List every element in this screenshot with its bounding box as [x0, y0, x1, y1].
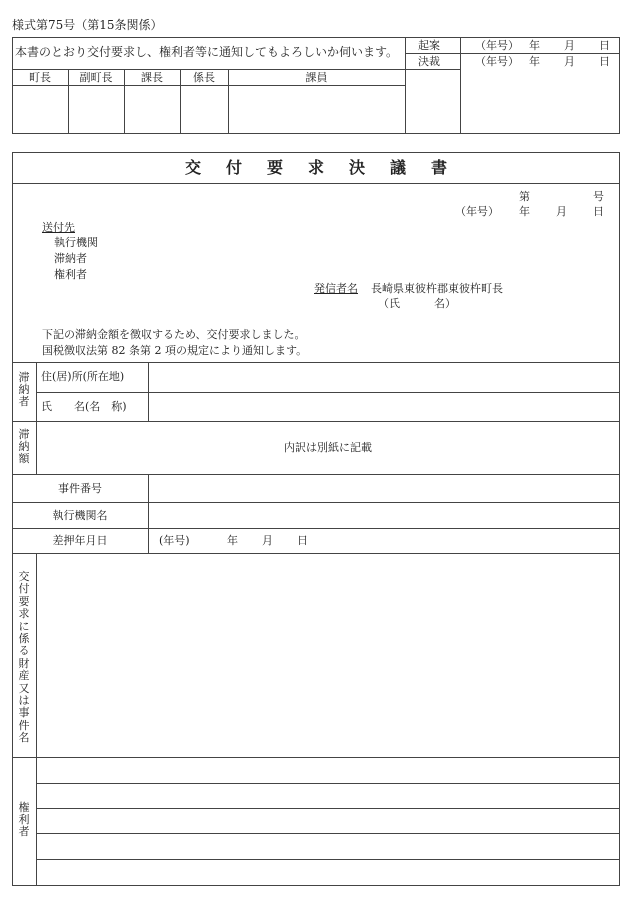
seizure-date-year: 年 [227, 534, 238, 547]
role-staff: 課員 [305, 71, 328, 84]
amount-value: 内訳は別紙に記載 [284, 441, 372, 454]
seizure-date-era: (年号) [159, 534, 190, 547]
rights-holder-label: 権利者 [18, 801, 30, 838]
decision-month: 月 [564, 55, 575, 68]
approval-request-text: 本書のとおり交付要求し、権利者等に通知してもよろしいか伺います。 [15, 45, 399, 59]
decision-day: 日 [599, 55, 610, 68]
form-number: 様式第75号（第15条関係） [12, 18, 163, 32]
document-title: 交 付 要 求 決 議 書 [184, 158, 447, 177]
case-number-label: 事件番号 [58, 482, 102, 495]
number-suffix: 号 [593, 190, 604, 203]
number-prefix: 第 [519, 190, 530, 203]
role-deputy-mayor: 副町長 [79, 71, 113, 84]
property-label: 交付要求に係る財産又は事件名 [18, 570, 30, 745]
recipient-delinquent: 滞納者 [54, 252, 87, 265]
date-day: 日 [593, 205, 604, 218]
sender-value: 長崎県東彼杵郡東彼杵町長 [371, 282, 503, 295]
address-label: 住(居)所(所在地) [41, 370, 125, 383]
recipient-rights-holder: 権利者 [54, 268, 87, 281]
agency-name-label: 執行機関名 [52, 509, 108, 522]
date-month: 月 [556, 205, 567, 218]
recipients-label: 送付先 [42, 221, 75, 234]
sender-name-close: 名） [434, 297, 456, 310]
body-line-2: 国税徴収法第 82 条第 2 項の規定により通知します。 [42, 344, 308, 357]
seizure-date-day: 日 [297, 534, 308, 547]
role-mayor: 町長 [29, 71, 51, 84]
date-year: 年 [519, 205, 530, 218]
amount-label: 滞納額 [18, 428, 30, 465]
draft-year: 年 [529, 39, 540, 52]
decision-year: 年 [529, 55, 540, 68]
draft-day: 日 [599, 39, 610, 52]
draft-month: 月 [564, 39, 575, 52]
body-line-1: 下記の滞納金額を徴収するため、交付要求しました。 [42, 328, 306, 341]
name-label: 氏 名(名 称) [41, 400, 127, 413]
decision-label: 決裁 [418, 55, 440, 68]
role-unit-chief: 係長 [193, 71, 215, 84]
seizure-date-month: 月 [262, 534, 273, 547]
sender-name-open: （氏 [378, 297, 400, 310]
recipient-agency: 執行機関 [54, 236, 98, 249]
role-section-chief: 課長 [141, 71, 163, 84]
seizure-date-label: 差押年月日 [52, 534, 108, 547]
delinquent-label: 滞納者 [18, 371, 30, 408]
draft-era: （年号） [475, 39, 519, 52]
date-era: （年号） [455, 205, 499, 218]
decision-era: （年号） [475, 55, 519, 68]
draft-label: 起案 [418, 39, 440, 52]
sender-label: 発信者名 [314, 282, 358, 295]
